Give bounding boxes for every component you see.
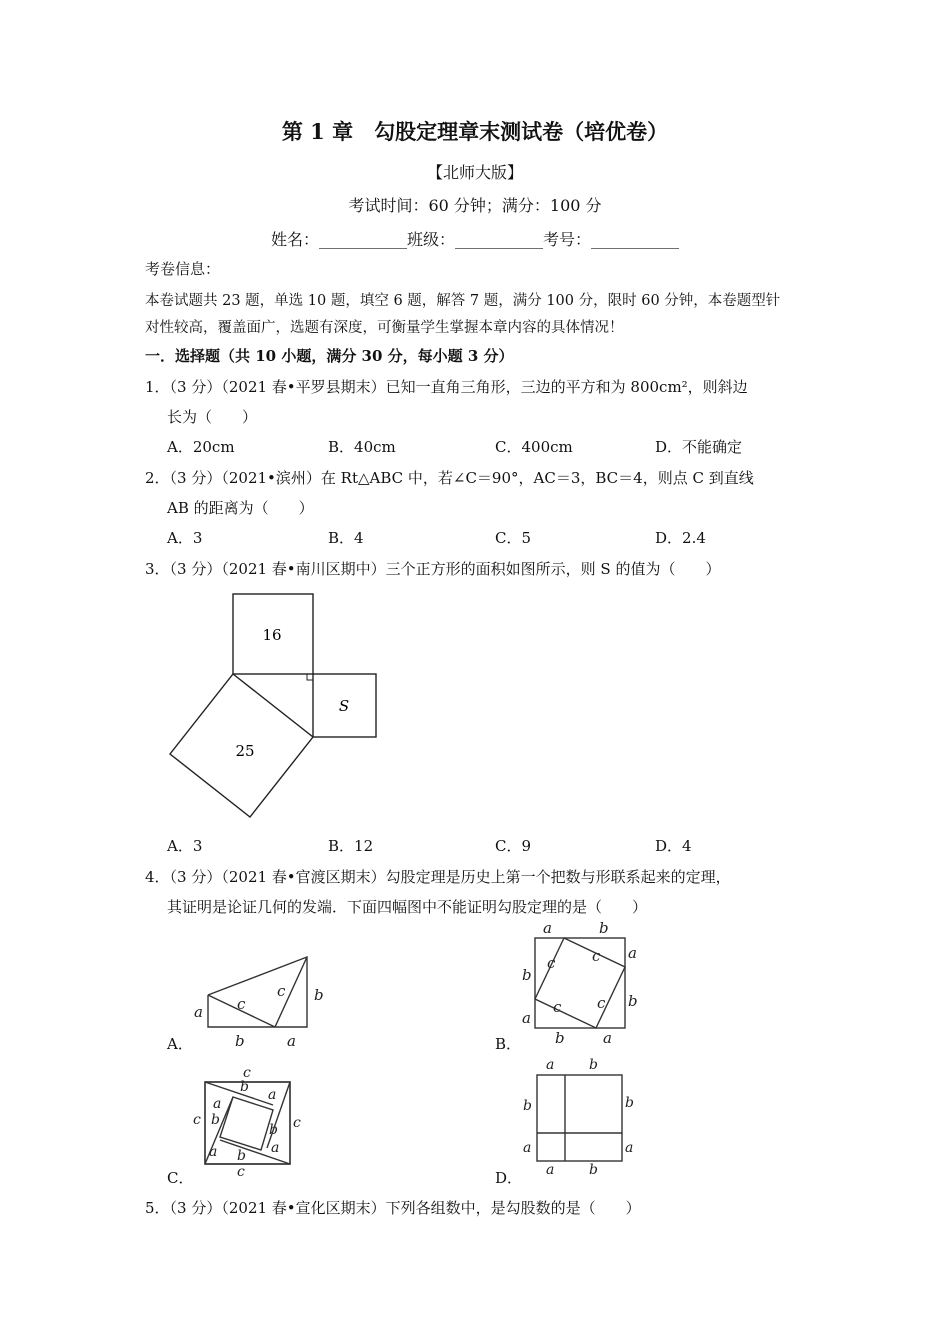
q4-figure-c (185, 1060, 310, 1180)
q4b-label-c-1: c (547, 954, 556, 972)
q4c-label-a-bottom: a (209, 1144, 218, 1160)
q4d-label-a-bottom: a (546, 1162, 555, 1178)
q4-option-c: C． (167, 1169, 194, 1187)
q3-option-b: B．12 (328, 837, 374, 855)
q4d-label-b-bottom: b (589, 1162, 598, 1178)
q1-line-1: 1．（3 分）（2021 春•平罗县期末）已知一直角三角形，三边的平方和为 800cm²，则斜边 (145, 378, 748, 396)
exam-info: 考试时间：60 分钟；满分：100 分 (348, 196, 602, 215)
q4a-label-c-2: c (277, 982, 286, 1000)
q4b-label-c-3: c (597, 994, 606, 1012)
q4a-label-a-bottom: a (287, 1032, 296, 1050)
q4c-label-b-bottom: b (237, 1148, 246, 1164)
q4c-label-b-left: b (211, 1112, 220, 1128)
q3-line-1: 3．（3 分）（2021 春•南川区期中）三个正方形的面积如图所示，则 S 的值为（ ） (145, 560, 721, 578)
q4-option-b: B． (495, 1035, 522, 1053)
q2-option-b: B．4 (328, 529, 364, 547)
q4c-label-c-bottom: c (237, 1164, 245, 1180)
q4-figure-a (185, 950, 335, 1050)
q4a-label-c-1: c (237, 995, 246, 1013)
page-title: 第 1 章 勾股定理章末测试卷（培优卷） (281, 119, 669, 144)
q4b-label-b-right: b (628, 992, 638, 1010)
q1-option-d: D．不能确定 (655, 438, 743, 456)
q4d-label-b-right: b (625, 1095, 634, 1111)
q4-option-d: D． (495, 1169, 523, 1187)
q2-line-2: AB 的距离为（ ） (167, 499, 314, 517)
q4b-label-b-left: b (522, 966, 532, 984)
section-heading: 一．选择题（共 10 小题，满分 30 分，每小题 3 分） (145, 347, 514, 365)
q4-option-a: A． (167, 1035, 193, 1053)
q4b-label-a-top: a (543, 919, 552, 937)
student-fields: 姓名：___________班级：___________考号：___________ (270, 230, 679, 249)
q4c-label-b-top: b (240, 1079, 249, 1095)
q4c-label-c-top: c (243, 1065, 251, 1081)
q4b-label-b-bottom: b (555, 1029, 565, 1047)
q4a-label-a-left: a (194, 1003, 203, 1021)
q4d-label-b-left: b (523, 1098, 532, 1114)
intro-line-2: 对性较高，覆盖面广，选题有深度，可衡量学生掌握本章内容的具体情况！ (145, 320, 624, 336)
intro-line-1: 本卷试题共 23 题，单选 10 题，填空 6 题，解答 7 题，满分 100 分，限时 60 分钟，本卷题型针 (145, 293, 781, 309)
q3-option-a: A．3 (167, 837, 203, 855)
intro-label: 考卷信息： (145, 260, 221, 278)
q4d-label-a-left: a (523, 1140, 532, 1156)
q4c-label-a-left: a (213, 1096, 222, 1112)
q4b-label-a-left: a (522, 1009, 531, 1027)
q1-option-a: A．20cm (167, 438, 235, 456)
edition-label: 【北师大版】 (426, 163, 523, 182)
q4-figure-d (515, 1055, 645, 1180)
q4c-label-c-right: c (293, 1115, 301, 1131)
q4b-label-c-4: c (553, 998, 562, 1016)
q1-line-2: 长为（ ） (167, 408, 258, 426)
q4d-label-a-top: a (546, 1057, 555, 1073)
q4c-label-a-top: a (268, 1087, 277, 1103)
q2-option-c: C．5 (495, 529, 532, 547)
q4a-label-b-bottom: b (235, 1032, 245, 1050)
q4a-label-b-right: b (314, 986, 324, 1004)
q3-label-25: 25 (235, 742, 255, 760)
q4-line-1: 4．（3 分）（2021 春•官渡区期末）勾股定理是历史上第一个把数与形联系起来的定理， (145, 868, 731, 886)
q3-label-s: S (338, 697, 350, 715)
q4d-label-a-right: a (625, 1140, 634, 1156)
q4-line-2: 其证明是论证几何的发端．下面四幅图中不能证明勾股定理的是（ ） (167, 898, 648, 916)
q4c-label-a-right: a (271, 1140, 280, 1156)
q4b-label-b-top: b (599, 919, 609, 937)
q3-option-c: C．9 (495, 837, 532, 855)
q4d-label-b-top: b (589, 1057, 598, 1073)
q3-squares-figure (160, 585, 390, 825)
q5-line-1: 5．（3 分）（2021 春•宣化区期末）下列各组数中，是勾股数的是（ ） (145, 1199, 641, 1217)
q2-line-1: 2．（3 分）（2021•滨州）在 Rt△ABC 中，若∠C＝90°，AC＝3，BC＝4，则点 C 到直线 (145, 469, 754, 487)
q1-option-c: C．400cm (495, 438, 573, 456)
q4b-label-a-right: a (628, 944, 637, 962)
q4-figure-b (515, 918, 645, 1048)
q1-option-b: B．40cm (328, 438, 396, 456)
q2-option-d: D．2.4 (655, 529, 706, 547)
q3-label-16: 16 (262, 626, 282, 644)
q3-option-d: D．4 (655, 837, 692, 855)
q4b-label-c-2: c (592, 947, 601, 965)
q4c-label-c-left: c (193, 1112, 201, 1128)
q4c-label-b-right: b (269, 1122, 278, 1138)
q2-option-a: A．3 (167, 529, 203, 547)
q4b-label-a-bottom: a (603, 1029, 612, 1047)
